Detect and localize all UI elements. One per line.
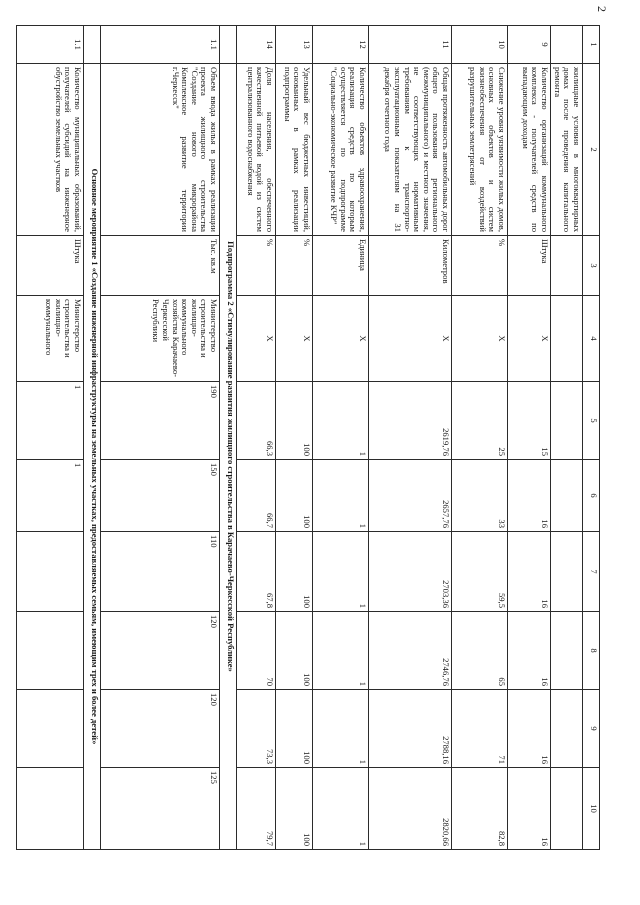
column-header: 7 bbox=[583, 532, 600, 612]
indicator-table bbox=[16, 25, 600, 850]
value-cell: 16 bbox=[508, 768, 551, 850]
column-header: 3 bbox=[583, 236, 600, 296]
table-row bbox=[452, 26, 508, 850]
value-cell bbox=[17, 612, 84, 690]
row-number: 1.1 bbox=[101, 26, 220, 64]
unit-cell: Штука bbox=[17, 236, 84, 296]
section-spacer bbox=[84, 26, 101, 64]
unit-cell: Штука bbox=[508, 236, 551, 296]
value-cell: 70 bbox=[237, 612, 276, 690]
indicator-description: Снижение уровня уязвимости жилых домов, основных объектов и систем жизнеобеспечения от воздействий разрушительных землетрясений bbox=[452, 64, 508, 236]
value-cell: 1 bbox=[313, 768, 369, 850]
value-cell: 1 bbox=[313, 382, 369, 460]
row-number: 13 bbox=[276, 26, 313, 64]
indicator-description: Количество организаций коммунального комплекса - получателей средств по выпадающим доходам bbox=[508, 64, 551, 236]
section-heading: Подпрограмма 2 «Стимулирование развития жилищного строительства в Карачаево-Черкесской Республике» bbox=[220, 64, 237, 850]
value-cell: 120 bbox=[101, 612, 220, 690]
unit-cell: Километров bbox=[369, 236, 452, 296]
table-row bbox=[101, 26, 220, 850]
value-cell: 59,5 bbox=[452, 532, 508, 612]
value-cell bbox=[17, 532, 84, 612]
section-row bbox=[220, 26, 237, 850]
value-cell: 1 bbox=[313, 690, 369, 768]
column-header: 4 bbox=[583, 296, 600, 382]
value-cell: 82,8 bbox=[452, 768, 508, 850]
table-row bbox=[17, 26, 84, 850]
value-cell: 16 bbox=[508, 690, 551, 768]
column-header: 6 bbox=[583, 460, 600, 532]
table-cell bbox=[551, 612, 583, 690]
value-cell: 150 bbox=[101, 460, 220, 532]
responsible-cell: X bbox=[276, 296, 313, 382]
indicator-description: Удельный вес бюджетных инвестиций, основанных в рамках реализации подпрограммы bbox=[276, 64, 313, 236]
value-cell: 2746,76 bbox=[369, 612, 452, 690]
indicator-description: Количество объектов здравоохранения, реализация средств по которым осуществляется по подпрограмме "Социально-экономическое развитие КЧР" bbox=[313, 64, 369, 236]
indicator-description: Доля населения, обеспеченного качественной питьевой водой из систем централизованного водоснабжения bbox=[237, 64, 276, 236]
row-number bbox=[551, 26, 583, 64]
table-cell bbox=[551, 460, 583, 532]
section-row bbox=[84, 26, 101, 850]
value-cell: 25 bbox=[452, 382, 508, 460]
value-cell: 125 bbox=[101, 768, 220, 850]
value-cell bbox=[17, 690, 84, 768]
value-cell: 110 bbox=[101, 532, 220, 612]
table-row bbox=[508, 26, 551, 850]
table-cell bbox=[551, 296, 583, 382]
table-cell bbox=[551, 690, 583, 768]
value-cell: 100 bbox=[276, 768, 313, 850]
column-header: 5 bbox=[583, 382, 600, 460]
section-heading: Основное мероприятие 1 «Создание инженерной инфраструктуры на земельных участках, предоставляемых семьям, имеющим трех и более детей» bbox=[84, 64, 101, 850]
unit-cell: % bbox=[452, 236, 508, 296]
unit-cell: Единица bbox=[313, 236, 369, 296]
value-cell: 33 bbox=[452, 460, 508, 532]
value-cell: 16 bbox=[508, 532, 551, 612]
value-cell: 15 bbox=[508, 382, 551, 460]
column-header: 9 bbox=[583, 690, 600, 768]
value-cell: 2657,76 bbox=[369, 460, 452, 532]
value-cell: 79,7 bbox=[237, 768, 276, 850]
value-cell: 65 bbox=[452, 612, 508, 690]
table-row bbox=[369, 26, 452, 850]
value-cell: 67,8 bbox=[237, 532, 276, 612]
column-header: 2 bbox=[583, 64, 600, 236]
value-cell: 100 bbox=[276, 382, 313, 460]
unit-cell: % bbox=[276, 236, 313, 296]
value-cell: 1 bbox=[313, 532, 369, 612]
value-cell: 2619,76 bbox=[369, 382, 452, 460]
row-number: 14 bbox=[237, 26, 276, 64]
responsible-cell: Министерство строительства и жилищно-коммунального bbox=[17, 296, 84, 382]
row-number: 11 bbox=[369, 26, 452, 64]
row-number: 12 bbox=[313, 26, 369, 64]
value-cell: 1 bbox=[17, 382, 84, 460]
indicator-description: Объем ввода жилья в рамках реализации проекта жилищного строительства "Создание нового микрорайона Комплексное развитие территории г.Черкесск" bbox=[101, 64, 220, 236]
table-cell bbox=[551, 236, 583, 296]
value-cell: 71 bbox=[452, 690, 508, 768]
value-cell: 100 bbox=[276, 532, 313, 612]
page-number: 2 bbox=[595, 6, 609, 12]
table-cell bbox=[551, 768, 583, 850]
responsible-cell: Министерство строительства и жилищно-коммунального хозяйства Карачаево-Черкесской Республики bbox=[101, 296, 220, 382]
unit-cell: % bbox=[237, 236, 276, 296]
row-number: 1.1 bbox=[17, 26, 84, 64]
table-cell bbox=[551, 532, 583, 612]
value-cell: 100 bbox=[276, 612, 313, 690]
value-cell: 66,7 bbox=[237, 460, 276, 532]
row-number: 10 bbox=[452, 26, 508, 64]
value-cell: 1 bbox=[313, 460, 369, 532]
value-cell: 1 bbox=[313, 612, 369, 690]
value-cell: 2703,36 bbox=[369, 532, 452, 612]
responsible-cell: X bbox=[452, 296, 508, 382]
column-number-row bbox=[583, 26, 600, 850]
value-cell: 2788,16 bbox=[369, 690, 452, 768]
responsible-cell: X bbox=[237, 296, 276, 382]
indicator-description: Количество муниципальных образований, получателей субсидий на инженерное обустройство земельных участков bbox=[17, 64, 84, 236]
value-cell: 66,3 bbox=[237, 382, 276, 460]
responsible-cell: X bbox=[369, 296, 452, 382]
indicator-description: жилищные условия в многоквартирных домах после проведения капитального ремонта bbox=[551, 64, 583, 236]
value-cell bbox=[17, 768, 84, 850]
column-header: 10 bbox=[583, 768, 600, 850]
value-cell: 16 bbox=[508, 612, 551, 690]
table-cell bbox=[551, 382, 583, 460]
column-header: 8 bbox=[583, 612, 600, 690]
section-spacer bbox=[220, 26, 237, 64]
row-number: 9 bbox=[508, 26, 551, 64]
value-cell: 16 bbox=[508, 460, 551, 532]
value-cell: 190 bbox=[101, 382, 220, 460]
unit-cell: Тыс. кв.м bbox=[101, 236, 220, 296]
value-cell: 100 bbox=[276, 460, 313, 532]
indicator-description: Общая протяженность автомобильных дорог общего пользования регионального (межмуниципального) и местного значения, не соответствующих нормативным требованиям к транспортно-эксплуатационным показателям на 31 декабря отчетного года bbox=[369, 64, 452, 236]
responsible-cell: X bbox=[508, 296, 551, 382]
table-row bbox=[276, 26, 313, 850]
value-cell: 2820,66 bbox=[369, 768, 452, 850]
table-row bbox=[313, 26, 369, 850]
value-cell: 73,3 bbox=[237, 690, 276, 768]
responsible-cell: X bbox=[313, 296, 369, 382]
value-cell: 100 bbox=[276, 690, 313, 768]
table-row bbox=[551, 26, 583, 850]
table-row bbox=[237, 26, 276, 850]
value-cell: 1 bbox=[17, 460, 84, 532]
column-header: 1 bbox=[583, 26, 600, 64]
value-cell: 120 bbox=[101, 690, 220, 768]
